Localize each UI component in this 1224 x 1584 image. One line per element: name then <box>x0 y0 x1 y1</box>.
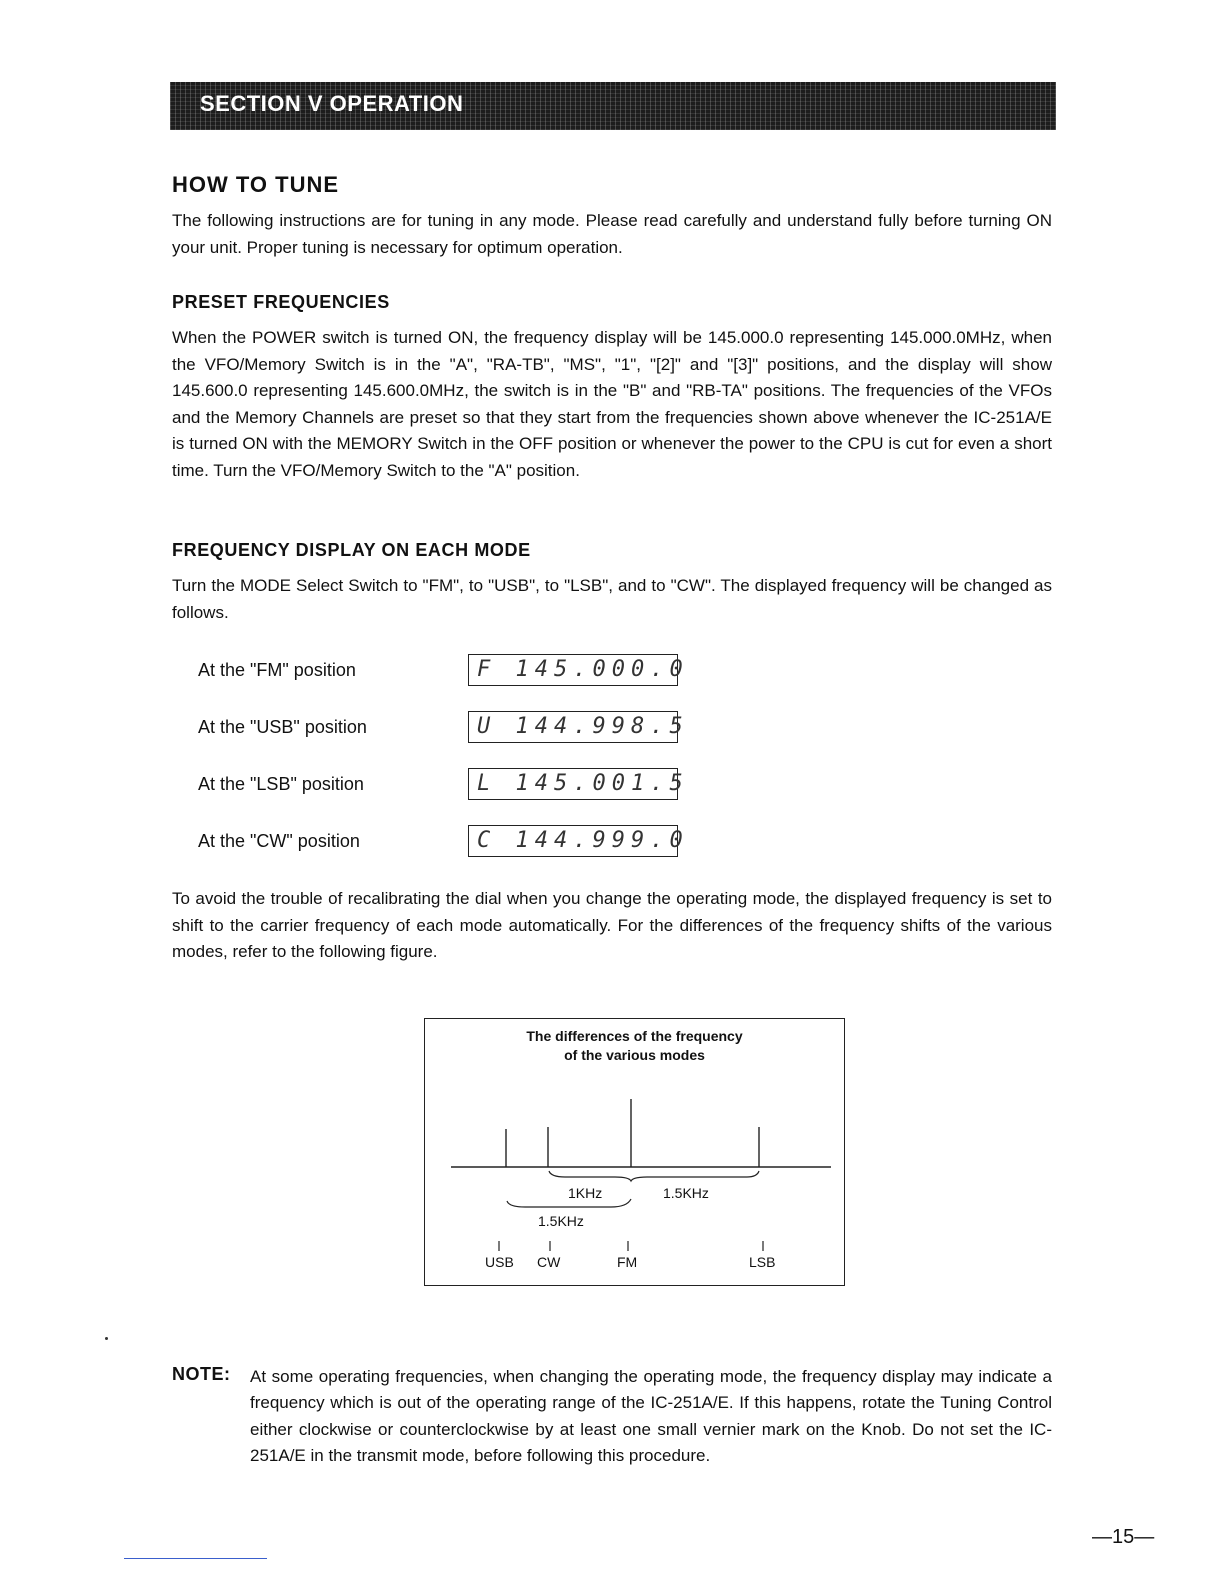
display-mode-after: To avoid the trouble of recalibrating the dial when you change the operating mode, the displayed frequency is set to shift to the carrier frequency of each mode automatically. For the differences of the frequency shifts of the various modes, refer to the following figure. <box>172 889 1052 961</box>
mode-label-cw: CW <box>537 1254 561 1270</box>
display-label: At the "CW" position <box>198 831 360 851</box>
span-brace-upper <box>549 1171 759 1181</box>
display-label: At the "FM" position <box>198 660 356 680</box>
footer-rule <box>124 1558 267 1559</box>
mode-label-usb: USB <box>485 1254 514 1270</box>
display-label: At the "USB" position <box>198 717 367 737</box>
label-1khz: 1KHz <box>568 1185 603 1201</box>
note-label: NOTE: <box>172 1364 231 1384</box>
frequency-shift-diagram <box>425 1019 846 1287</box>
frequency-display: F 145.000.0 <box>468 654 678 686</box>
mode-label-lsb: LSB <box>749 1254 776 1270</box>
mode-label-fm: FM <box>617 1254 638 1270</box>
display-mode-body: Turn the MODE Select Switch to "FM", to "USB", to "LSB", and to "CW". The displayed frequency will be changed as follows. <box>172 576 1052 622</box>
figure-title-line1: The differences of the frequency <box>526 1028 743 1044</box>
frequency-shift-figure <box>424 1018 845 1286</box>
note-text: At some operating frequencies, when changing the operating mode, the frequency display may indicate a frequency which is out of the operating range of the IC-251A/E. If this happens, rotate the Tuning Control either clockwise or counterclockwise by at least one small vernier mark on the Knob. Do not set the IC-251A/E in the transmit mode, before following this procedure. <box>250 1367 1052 1465</box>
how-to-tune-intro: The following instructions are for tuning in any mode. Please read carefully and understand fully before turning ON your unit. Proper tuning is necessary for optimum operation. <box>172 211 1052 257</box>
stray-mark <box>105 1337 108 1340</box>
preset-frequencies-heading: PRESET FREQUENCIES <box>172 292 390 312</box>
section-banner <box>170 82 1056 130</box>
frequency-display: L 145.001.5 <box>468 768 678 800</box>
label-1-5khz-left: 1.5KHz <box>538 1213 584 1229</box>
figure-title-line2: of the various modes <box>564 1047 705 1063</box>
display-mode-heading: FREQUENCY DISPLAY ON EACH MODE <box>172 540 531 560</box>
frequency-display: U 144.998.5 <box>468 711 678 743</box>
preset-frequencies-body: When the POWER switch is turned ON, the frequency display will be 145.000.0 representing 145.000.0MHz, when the VFO/Memory Switch is in the "A", "RA-TB", "MS", "1", "[2]" and "[3]" positions, and the display will show 145.600.0 representing 145.600.0MHz, the switch is in the "B" and "RB-TA" positions. The frequencies of the VFOs and the Memory Channels are preset so that they start from the frequencies shown above whenever the IC-251A/E is turned ON with the MEMORY Switch in the OFF position or whenever the power to the CPU is cut for even a short time. Turn the VFO/Memory Switch to the "A" position. <box>172 328 1052 480</box>
how-to-tune-heading: HOW TO TUNE <box>172 172 340 197</box>
frequency-display: C 144.999.0 <box>468 825 678 857</box>
page-number: —15— <box>1092 1526 1155 1548</box>
section-title: SECTION V OPERATION <box>200 91 464 116</box>
display-label: At the "LSB" position <box>198 774 364 794</box>
label-1-5khz-right: 1.5KHz <box>663 1185 709 1201</box>
